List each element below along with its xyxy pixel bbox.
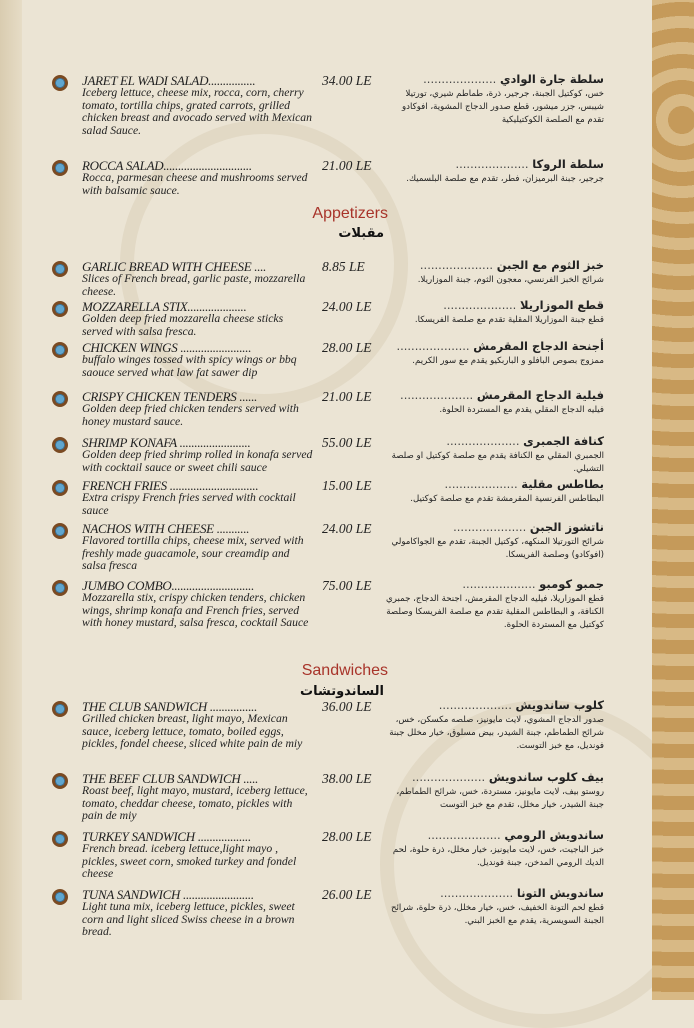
leader-dots: .................... [396,339,474,353]
left-decorative-edge [0,0,22,1000]
item-name-ar-text: ساندويش الرومي [504,828,604,842]
bullet-icon [52,701,68,717]
section-title-en: Appetizers [312,205,388,222]
item-name-ar-text: بطاطس مقلية [521,477,604,491]
item-name-ar-text: فيلية الدجاج المقرمش [476,388,604,402]
item-name-ar [384,577,604,591]
item-name: THE CLUB SANDWICH ................ [82,699,258,714]
item-price: 28.00 LE [322,340,372,355]
item-name-ar [384,157,604,171]
item-description-ar: قطع جبنة الموزاريلا المقلية تقدم مع صلصة الفريسكا. [414,315,604,325]
section-title-ar: مقبلات [338,226,384,241]
item-description: Roast beef, light mayo, mustard, iceberg lettuce, tomato, cheddar cheese, tomato, pickles with pain de miy [82,784,308,822]
item-name-ar [384,886,604,900]
item-description: Extra crispy French fries served with cocktail sauce [82,491,296,517]
item-price: 55.00 LE [322,435,372,450]
item-name: SHRIMP KONAFA ........................ [82,435,251,450]
item-name-ar-text: قطع الموزاريلا [519,298,604,312]
item-name-ar-text: ناتشوز الجبن [529,520,604,534]
item-price: 24.00 LE [322,521,372,536]
item-description: French bread. iceberg lettuce,light mayo , pickles, sweet corn, smoked turkey and fondel cheese [82,842,297,880]
bullet-icon [52,831,68,847]
item-name: TURKEY SANDWICH .................. [82,829,251,844]
item-name: FRENCH FRIES .............................. [82,478,259,493]
bullet-icon [52,773,68,789]
item-price: 15.00 LE [322,478,372,493]
item-price: 26.00 LE [322,887,372,902]
item-name-ar [384,477,604,491]
item-name-ar [384,72,604,86]
item-description: Grilled chicken breast, light mayo, Mexican sauce, iceberg lettuce, tomato, boiled eggs, pickles, fondel cheese, sliced white pain de miy [82,712,303,750]
item-description-ar: روستو بيف، لايت مايونيز، مستردة، خس، شرائح الطماطم، جبنة الشيدر، خيار مخلل، تقدم مع خبز التوست [396,787,604,810]
item-name-ar [384,520,604,534]
bullet-icon [52,160,68,176]
item-price: 75.00 LE [322,578,372,593]
item-description: Light tuna mix, iceberg lettuce, pickles, sweet corn and light sliced Swiss cheese in a brown bread. [82,900,295,938]
item-description: Iceberg lettuce, cheese mix, rocca, corn, cherry tomato, tortilla chips, grated carrots, grilled chicken breast and avocado served with Mexican salad Sauce. [82,86,312,137]
item-description-ar: خس، كوكتيل الجبنة، جرجير، ذرة، طماطم شيري، تورتيلا شيبس، جزر ميشور، قطع صدور الدجاج المشوية، افوكادو تقدم مع الصلصة الكوكتيليكية [402,89,604,125]
item-name: GARLIC BREAD WITH CHEESE .... [82,259,267,274]
item-description: Rocca, parmesan cheese and mushrooms served with balsamic sauce. [82,171,308,197]
leader-dots: .................... [453,520,530,534]
right-decorative-border [652,0,694,1000]
leader-dots: .................... [419,258,497,272]
item-description: Flavored tortilla chips, cheese mix, served with freshly made guacamole, sour creamdip and salsa fresca [82,534,304,572]
bullet-icon [52,580,68,596]
item-price: 36.00 LE [322,699,372,714]
bullet-icon [52,480,68,496]
item-name-ar [384,698,604,712]
item-name: ROCCA SALAD.............................. [82,158,252,173]
item-name: CHICKEN WINGS ........................ [82,340,252,355]
bullet-icon [52,437,68,453]
item-name-ar-text: ساندويش التونا [516,886,604,900]
item-description-ar: ممزوج بصوص البافلو و الباربكيو يقدم مع سور الكريم. [412,356,604,366]
bullet-icon [52,889,68,905]
item-price: 21.00 LE [322,389,372,404]
item-name: CRISPY CHICKEN TENDERS ...... [82,389,258,404]
item-name-ar-text: خبز الثوم مع الجبن [496,258,604,272]
item-price: 38.00 LE [322,771,372,786]
item-price: 8.85 LE [322,259,365,274]
item-description-ar: شرائح التورتيلا المنكهه، كوكتيل الجبنة، تقدم مع الجواكامولي (افوكادو) وصلصة الفريسكا. [391,537,604,560]
item-name: JUMBO COMBO............................ [82,578,255,593]
item-description-ar: شرائح الخبز الفرنسي، معجون الثوم، جبنة الموزاريلا. [417,275,604,285]
item-description-ar: فيليه الدجاج المقلي يقدم مع المستردة الحلوة. [439,405,604,415]
bullet-icon [52,342,68,358]
item-name-ar [384,339,604,353]
item-name-ar [384,258,604,272]
item-price: 24.00 LE [322,299,372,314]
leader-dots: .................... [444,477,522,491]
bullet-icon [52,391,68,407]
bullet-icon [52,75,68,91]
bullet-icon [52,523,68,539]
item-description-ar: البطاطس الفرنسية المقرمشة تقدم مع صلصة كوكتيل. [410,494,604,504]
item-name: NACHOS WITH CHEESE ........... [82,521,250,536]
item-name-ar [384,770,604,784]
leader-dots: .................... [455,157,533,171]
item-description: Slices of French bread, garlic paste, mozzarella cheese. [82,272,306,298]
item-name-ar-text: أجنحة الدجاج المقرمش [473,339,604,353]
item-description: Golden deep fried shrimp rolled in konafa served with cocktail sauce or sweet chili sauce [82,448,313,474]
leader-dots: .................... [443,298,520,312]
item-description-ar: الجمبري المقلي مع الكنافة يقدم مع صلصة كوكتيل او صلصة التشيلي. [391,451,604,474]
leader-dots: .................... [446,434,524,448]
leader-dots: .................... [462,577,540,591]
item-description: Golden deep fried chicken tenders served with honey mustard sauce. [82,402,299,428]
bullet-icon [52,301,68,317]
item-description-ar: جرجير، جبنة البرميزان، فطر، تقدم مع صلصة البلسميك. [406,174,604,184]
item-name: MOZZARELLA STIX.................... [82,299,247,314]
leader-dots: .................... [412,770,489,784]
item-description-ar: خبز الباجيت، خس، لايت مايونيز، خيار مخلل، ذرة حلوة، لحم الديك الرومي المدخن، جبنة فونديل. [392,845,604,868]
item-name-ar [384,388,604,402]
item-name-ar-text: كنافة الجمبرى [523,434,604,448]
item-name: TUNA SANDWICH ........................ [82,887,254,902]
leader-dots: .................... [438,698,516,712]
item-description: Golden deep fried mozzarella cheese sticks served with salsa fresca. [82,312,284,338]
item-price: 34.00 LE [322,73,372,88]
item-name-ar-text: بيف كلوب ساندويش [488,770,604,784]
item-description-ar: قطع الموزاريلا، فيليه الدجاج المقرمش، اجنحة الدجاج، جمبري الكنافة، و البطاطس المقلية تقدم مع صلصة الفريسكا وصلصة كوكتيل مع المستردة الحلوة. [386,594,604,630]
section-title-ar: الساندوتشات [300,684,384,699]
item-name-ar [384,434,604,448]
item-price: 28.00 LE [322,829,372,844]
item-name-ar-text: جمبو كومبو [539,577,604,591]
bullet-icon [52,261,68,277]
item-name-ar-text: سلطة جارة الوادي [499,72,604,86]
item-description-ar: صدور الدجاج المشوي، لايت مايونيز، صلصه مكسكن، خس، شرائح الطماطم، جبنة الشيدر، بيض مسلوق، خيار مخلل جبنة فونديل، مع خبز التوست. [389,715,604,751]
item-name-ar [384,298,604,312]
item-price: 21.00 LE [322,158,372,173]
leader-dots: .................... [423,72,500,86]
leader-dots: .................... [400,388,477,402]
leader-dots: .................... [427,828,505,842]
item-name: JARET EL WADI SALAD................ [82,73,256,88]
item-description-ar: قطع لحم التونة الخفيف، خس، خيار مخلل، ذرة حلوة، شرائح الجبنة السويسرية، يقدم مع الخبز البني. [390,903,604,926]
leader-dots: .................... [440,886,517,900]
item-description: Mozzarella stix, crispy chicken tenders, chicken wings, shrimp konafa and French fries, served with honey mustard, salsa fresca, cocktail Sauce [82,591,309,629]
item-name: THE BEEF CLUB SANDWICH ..... [82,771,259,786]
item-name-ar-text: كلوب ساندويش [515,698,604,712]
section-title-en: Sandwiches [301,662,388,679]
item-description: buffalo winges tossed with spicy wings or bbq saouce served what law fat sawer dip [82,353,297,379]
item-name-ar-text: سلطة الروكا [532,157,604,171]
item-name-ar [384,828,604,842]
